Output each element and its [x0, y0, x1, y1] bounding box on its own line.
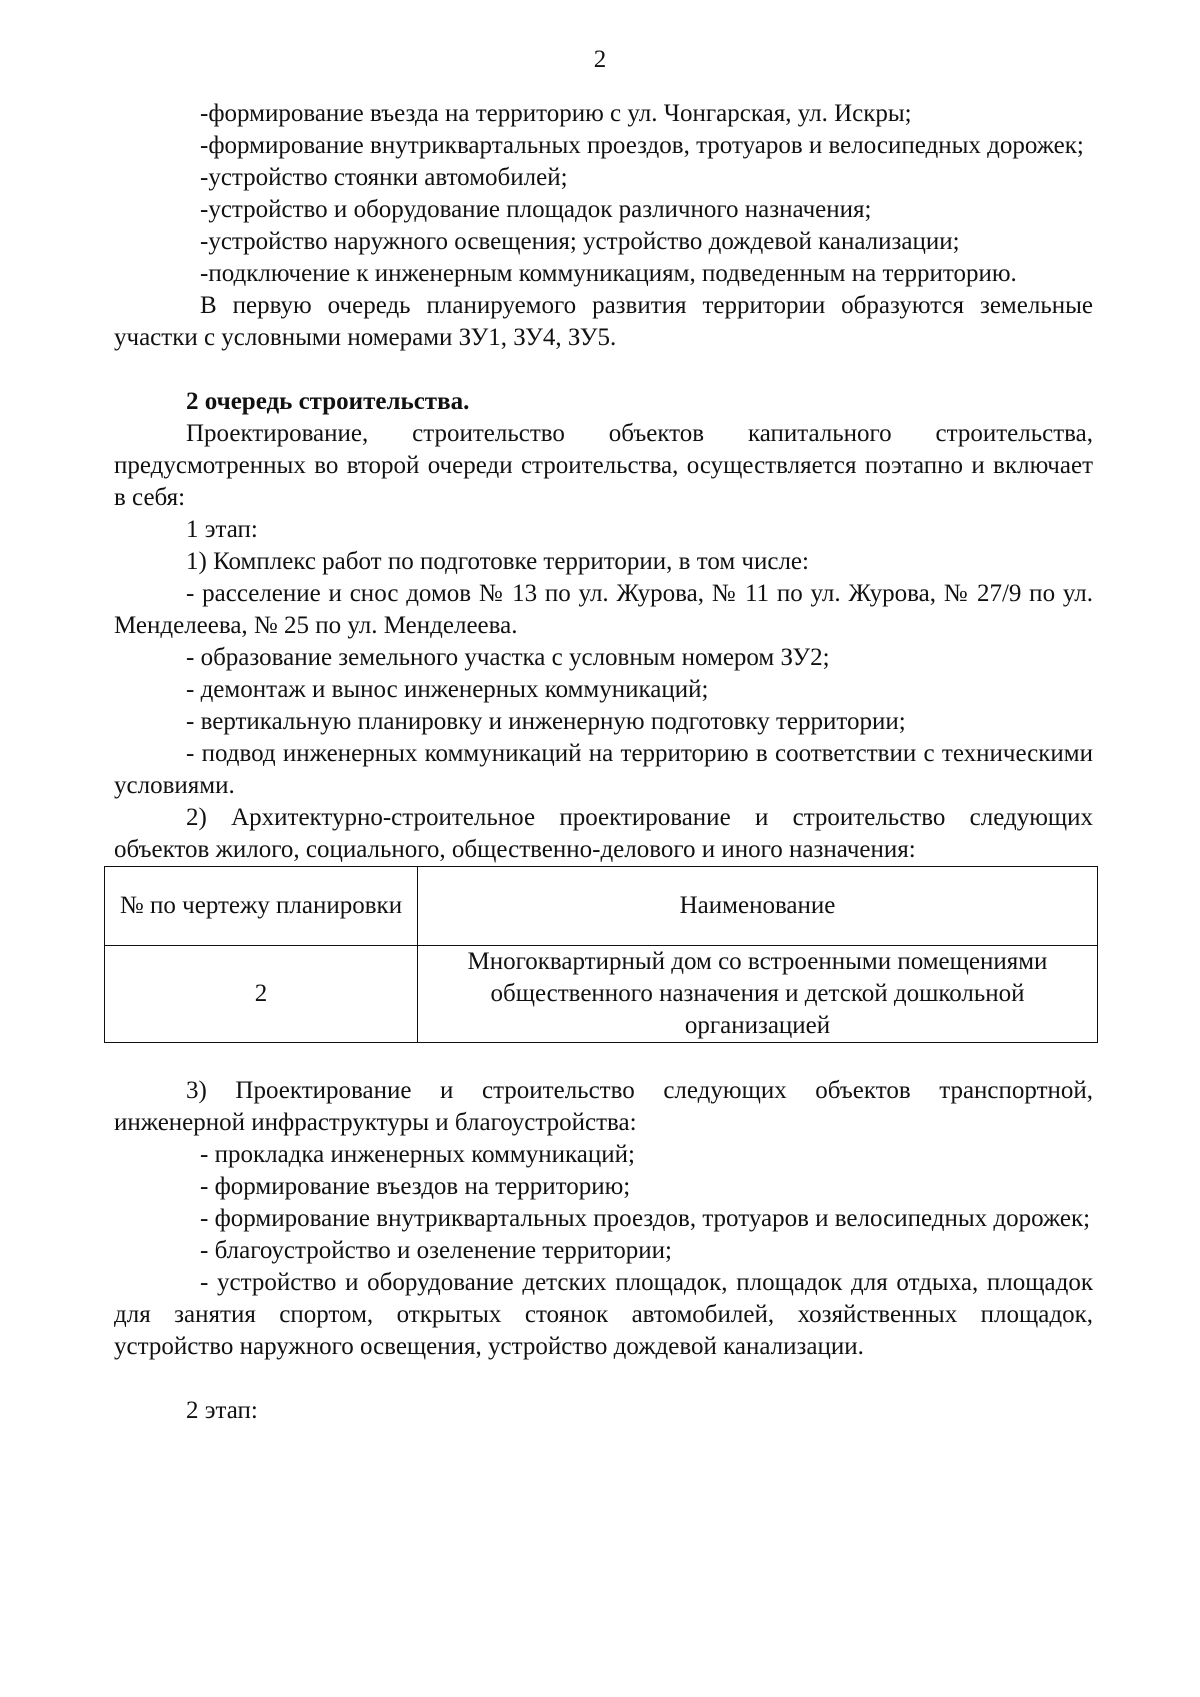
stage-label: 1 этап: — [186, 516, 258, 543]
paragraph: -формирование внутриквартальных проездов, тротуаров и велосипедных дорожек; — [200, 132, 1084, 159]
list-item: - подвод инженерных коммуникаций на территорию в соответствии с техническими условиями. — [114, 740, 1093, 799]
table-header-row — [105, 867, 1098, 946]
list-item: - формирование внутриквартальных проездов, тротуаров и велосипедных дорожек; — [200, 1205, 1091, 1232]
objects-table — [104, 866, 1098, 1043]
list-item: - прокладка инженерных коммуникаций; — [200, 1141, 635, 1168]
table-cell: 2 — [105, 946, 418, 1043]
paragraph: -устройство наружного освещения; устройство дождевой канализации; — [200, 228, 960, 255]
paragraph: -подключение к инженерным коммуникациям, подведенным на территорию. — [200, 260, 1017, 287]
table-cell: Многоквартирный дом со встроенными помещениями общественного назначения и детской дошкольной организацией — [418, 946, 1098, 1043]
list-item: - формирование въездов на территорию; — [200, 1173, 631, 1200]
paragraph: Проектирование, строительство объектов капитального строительства, предусмотренных во второй очереди строительства, осуществляется поэтапно и включает в себя: — [114, 420, 1093, 511]
table-row — [105, 946, 1098, 1043]
list-item: - вертикальную планировку и инженерную подготовку территории; — [186, 708, 906, 735]
list-item: - благоустройство и озеленение территории; — [200, 1237, 672, 1264]
stage-label: 2 этап: — [186, 1397, 258, 1424]
spacer — [114, 1043, 1093, 1075]
paragraph: 1) Комплекс работ по подготовке территории, в том числе: — [186, 548, 809, 575]
paragraph: 3) Проектирование и строительство следующих объектов транспортной, инженерной инфраструктуры и благоустройства: — [114, 1077, 1093, 1136]
spacer — [114, 1363, 1093, 1395]
table-header-cell: № по чертежу планировки — [105, 867, 418, 946]
paragraph: В первую очередь планируемого развития территории образуются земельные участки с условными номерами ЗУ1, ЗУ4, ЗУ5. — [114, 292, 1093, 351]
paragraph: -устройство и оборудование площадок различного назначения; — [200, 196, 872, 223]
paragraph: -устройство стоянки автомобилей; — [200, 164, 568, 191]
paragraph: -формирование въезда на территорию с ул. Чонгарская, ул. Искры; — [200, 100, 912, 127]
section-heading: 2 очередь строительства. — [186, 388, 470, 415]
list-item: - устройство и оборудование детских площадок, площадок для отдыха, площадок для занятия спортом, открытых стоянок автомобилей, хозяйственных площадок, устройство наружного освещения, устройство дождевой канализации. — [114, 1269, 1093, 1360]
document-body — [114, 98, 1093, 1427]
list-item: - расселение и снос домов № 13 по ул. Журова, № 11 по ул. Журова, № 27/9 по ул. Менделеева, № 25 по ул. Менделеева. — [114, 580, 1093, 639]
paragraph: 2) Архитектурно-строительное проектирование и строительство следующих объектов жилого, социального, общественно-делового и иного назначения: — [114, 804, 1093, 863]
list-item: - образование земельного участка с условным номером ЗУ2; — [186, 644, 830, 671]
page-number: 2 — [593, 46, 607, 73]
list-item: - демонтаж и вынос инженерных коммуникаций; — [186, 676, 709, 703]
spacer — [114, 354, 1093, 386]
table-header-cell: Наименование — [418, 867, 1098, 946]
